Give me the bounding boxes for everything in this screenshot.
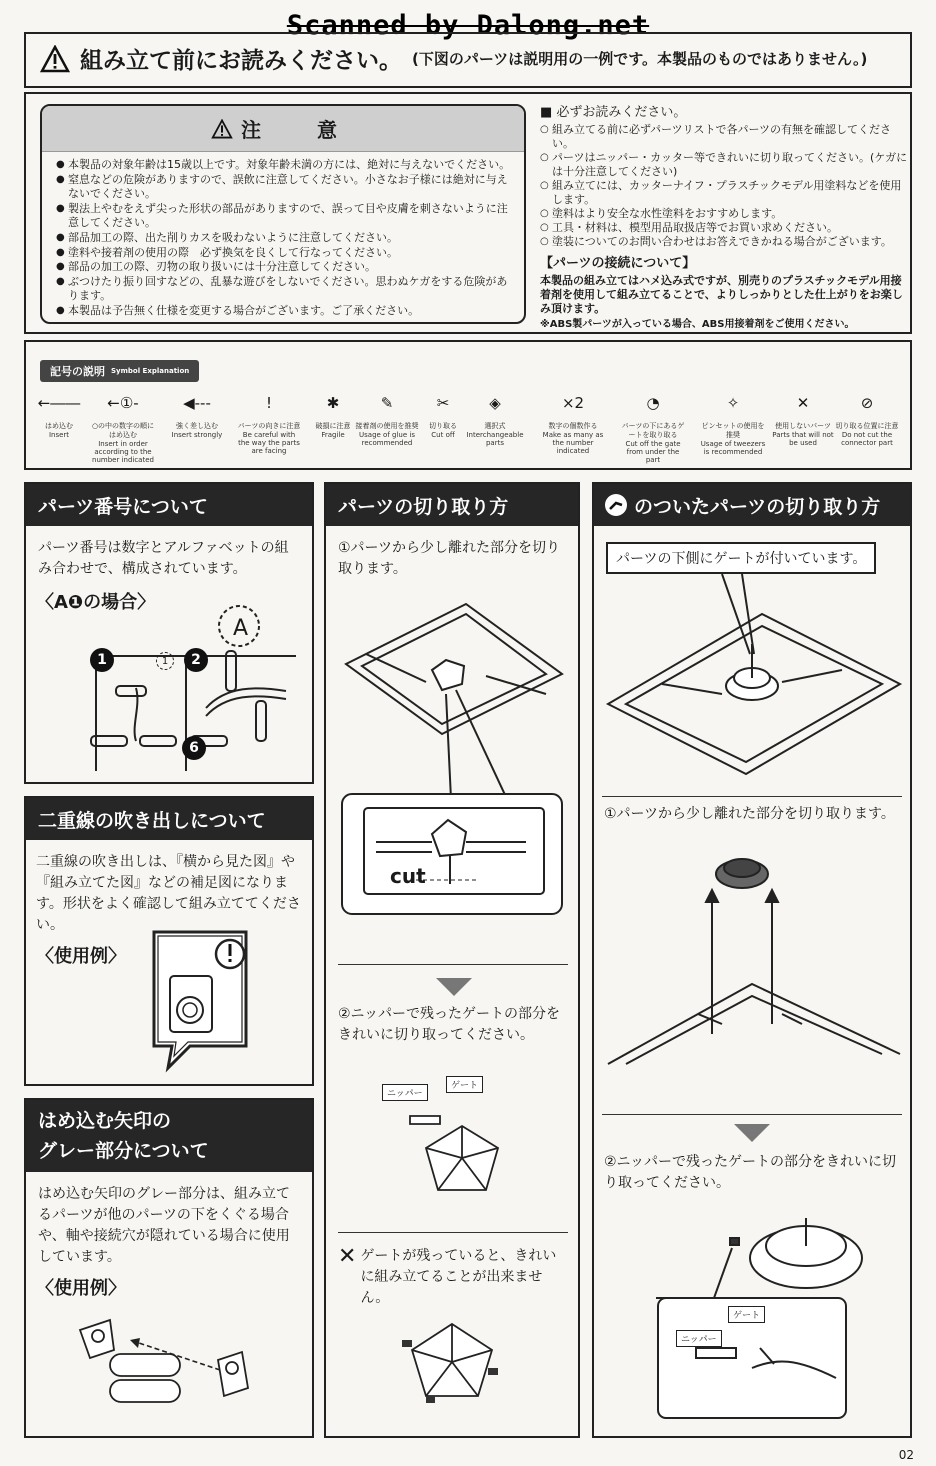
connect-title: 【パーツの接続について】	[540, 256, 696, 271]
part-letter: A	[233, 616, 249, 641]
under-gate-step-1: ①パーツから少し離れた部分を切り取ります。	[604, 806, 895, 822]
symbol-label-en: Insert in order according to the number indicated	[92, 440, 154, 464]
symbol-item	[236, 384, 302, 455]
caution-item: ● 窒息などの危険がありますので、誤飲に注意してください。小さなお子様には絶対に与えないでください。	[56, 173, 512, 202]
symbol-label-jp: 使用しないパーツ	[775, 422, 831, 430]
caution-item: ● 部品の加工の際、刃物の取り扱いには十分注意してください。	[56, 260, 512, 275]
must-read-title: ■ 必ずお読みください。	[540, 105, 687, 120]
parts-number-panel	[24, 482, 314, 784]
symbol-label-en: Insert	[48, 431, 70, 439]
page-title	[40, 42, 867, 75]
symbol-label-en: Do not cut the connector part	[841, 431, 893, 447]
symbol-label-en: Usage of tweezers is recommended	[700, 440, 766, 456]
pentagon-part-illustration	[402, 1096, 522, 1196]
divider	[602, 1114, 902, 1115]
panel-header	[594, 484, 910, 526]
page-number: 02	[898, 1448, 914, 1462]
bad-cut-illustration	[388, 1310, 518, 1410]
double-line-example: 〈使用例〉	[36, 946, 126, 967]
divider	[338, 964, 568, 965]
part-number-2: 2	[184, 648, 208, 672]
double-line-panel	[24, 796, 314, 1086]
cutting-step-2: ②ニッパーで残ったゲートの部分をきれいに切り取ってください。	[338, 1006, 560, 1043]
symbol-item	[620, 384, 686, 464]
symbol-label-jp: 数字の個数作る	[548, 422, 598, 430]
symbol-icon: ✂	[436, 394, 450, 412]
must-read-item: ○ 工具・材料は、模型用品取扱店等でお買い求めください。	[540, 221, 910, 235]
symbol-label-en: Fragile	[321, 431, 345, 439]
caution-header	[42, 106, 524, 152]
symbol-label-jp: はめ込む	[45, 422, 73, 430]
symbol-title-jp: 記号の説明	[50, 365, 105, 378]
symbol-icon: !	[265, 394, 272, 412]
under-gate-step-2: ②ニッパーで残ったゲートの部分をきれいに切り取ってください。	[604, 1154, 896, 1191]
watermark: Scanned by Dalong.net	[286, 10, 650, 41]
gate-label: ゲート	[446, 1076, 483, 1093]
symbol-label-en: Insert strongly	[171, 431, 223, 439]
symbol-item	[26, 384, 92, 439]
cutting-warning	[338, 1246, 570, 1309]
caution-title: 注 意	[241, 118, 355, 142]
symbol-label-en: Be careful with the way the parts are facing	[238, 431, 300, 455]
under-gate-panel	[592, 482, 912, 1438]
title-main: 組み立て前にお読みください。	[80, 48, 402, 74]
cutting-warning-text: ゲートが残っていると、きれいに組み立てることが出来ません。	[360, 1248, 557, 1306]
double-line-body: 二重線の吹き出しは、『横から見た図』や『組み立てた図』などの補足図になります。形状をよく確認して組み立ててください。	[36, 854, 301, 933]
caution-item: ● 部品加工の際、出た削りカスを吸わないように注意してください。	[56, 231, 512, 246]
symbol-label-jp: 接着剤の使用を推奨	[355, 422, 419, 430]
symbol-label-en: Parts that will not be used	[772, 431, 834, 447]
panel-header: 二重線の吹き出しについて	[26, 798, 312, 840]
caution-item: ● 本製品の対象年齢は15歳以上です。対象年齢未満の方には、絶対に与えないでください。	[56, 158, 512, 173]
symbol-icon: ◀---	[183, 394, 211, 412]
caution-item: ● 製法上やむをえず尖った形状の部品がありますので、誤って目や皮膚を刺さないように注意してください。	[56, 202, 512, 231]
warning-icon	[211, 119, 233, 139]
under-gate-cut-illustration	[602, 854, 906, 1094]
gate-label: ゲート	[728, 1306, 765, 1323]
symbol-label-jp: ○の中の数字の順にはめ込む	[91, 422, 155, 439]
gray-arrow-body: はめ込む矢印のグレー部分は、組み立てるパーツが他のパーツの下をくぐる場合や、軸や接続穴が隠れている場合に使用しています。	[38, 1186, 290, 1265]
must-read-item: ○ 組み立てる前に必ずパーツリストで各パーツの有無を確認してください。	[540, 123, 910, 151]
gray-arrow-title-1: はめ込む矢印の	[38, 1110, 172, 1132]
under-gate-runner-illustration	[602, 574, 906, 784]
panel-header: パーツの切り取り方	[326, 484, 578, 526]
nipper-label: ニッパー	[676, 1330, 722, 1347]
symbol-item	[834, 384, 900, 447]
symbol-label-jp: 強く差し込む	[176, 422, 218, 430]
symbol-label-jp: パーツの向きに注意	[237, 422, 301, 430]
symbol-icon: ◔	[646, 394, 660, 412]
symbol-label-jp: 切り取る	[429, 422, 457, 430]
under-gate-icon	[604, 493, 628, 517]
under-gate-title: のついたパーツの切り取り方	[634, 495, 881, 518]
symbol-label-en: Usage of glue is recommended	[359, 431, 415, 447]
symbol-item	[770, 384, 836, 447]
nipper-label: ニッパー	[382, 1084, 428, 1101]
must-read-panel	[540, 106, 910, 332]
symbol-icon: ✎	[380, 394, 394, 412]
cutting-runner-illustration	[336, 594, 572, 934]
symbol-label-jp: 破損に注意	[315, 422, 351, 430]
connect-note: ※ABS製パーツが入っている場合、ABS用接着剤をご使用ください。	[540, 319, 855, 330]
symbol-item	[90, 384, 156, 464]
under-gate-finish-illustration	[656, 1208, 908, 1428]
symbol-icon: ✕	[796, 394, 810, 412]
must-read-item: ○ 塗装についてのお問い合わせはお答えできかねる場合がございます。	[540, 235, 910, 249]
panel-header	[26, 1100, 312, 1172]
must-read-list	[540, 123, 910, 249]
panel-header: パーツ番号について	[26, 484, 312, 526]
parts-number-body: パーツ番号は数字とアルファベットの組み合わせで、構成されています。	[38, 540, 289, 577]
caution-item: ● 塗料や接着剤の使用の際 必ず換気を良くして行なってください。	[56, 246, 512, 261]
down-arrow-icon	[436, 978, 472, 996]
symbol-icon: ✱	[326, 394, 340, 412]
symbol-icon: ⊘	[860, 394, 874, 412]
symbol-label-en: Cut off the gate from under the part	[625, 440, 681, 464]
warning-icon	[40, 45, 70, 73]
symbol-label-en: Make as many as the number indicated	[542, 431, 604, 455]
symbol-icon: ◈	[489, 394, 501, 412]
cross-mark-icon: ✕	[338, 1244, 357, 1269]
down-arrow-icon	[734, 1124, 770, 1142]
symbol-icon: ←①-	[107, 394, 139, 412]
must-read-item: ○ 塗料はより安全な水性塗料をおすすめします。	[540, 207, 910, 221]
part-number-1: 1	[90, 648, 114, 672]
caution-panel	[40, 104, 526, 324]
symbol-item	[540, 384, 606, 455]
title-sub: (下図のパーツは説明用の一例です。本製品のものではありません。)	[412, 50, 868, 68]
divider	[338, 1232, 568, 1233]
symbol-label-en: Cut off	[431, 431, 455, 439]
symbol-label-jp: パーツの下にあるゲートを取り取る	[621, 422, 685, 439]
under-gate-note: パーツの下側にゲートが付いています。	[606, 542, 876, 574]
symbol-icon: ✧	[726, 394, 740, 412]
symbol-title-en: Symbol Explanation	[111, 367, 190, 375]
symbol-label-jp: ピンセットの使用を推奨	[701, 422, 765, 439]
symbol-item	[462, 384, 528, 447]
gray-arrow-title-2: グレー部分について	[38, 1140, 209, 1162]
parts-number-example: 〈A❶の場合〉	[36, 592, 156, 613]
cutting-panel	[324, 482, 580, 1438]
caution-item: ● ぶつけたり振り回すなどの、乱暴な遊びをしないでください。思わぬケガをする危険があります。	[56, 275, 512, 304]
callout-example-illustration	[150, 928, 260, 1074]
gray-arrow-panel	[24, 1098, 314, 1438]
symbol-item	[164, 384, 230, 439]
symbol-title	[40, 360, 199, 382]
part-number-1-small: 1	[156, 652, 174, 670]
symbol-item	[700, 384, 766, 456]
must-read-item: ○ パーツはニッパー・カッター等できれいに切り取ってください。(ケガには十分注意してください)	[540, 151, 910, 179]
part-number-6: 6	[182, 736, 206, 760]
connect-body: 本製品の組み立てはハメ込み式ですが、別売りのプラスチックモデル用接着剤を使用して組み立てることで、よりしっかりとした仕上がりをお楽しみ頂けます。	[540, 274, 903, 315]
insert-example-illustration	[70, 1310, 270, 1420]
cutting-step-1: ①パーツから少し離れた部分を切り取ります。	[338, 540, 560, 577]
symbol-icon: ×2	[561, 394, 585, 412]
symbol-icon: ←――	[37, 394, 81, 412]
cut-label: cut	[390, 864, 426, 888]
symbol-label-en: Interchangeable parts	[466, 431, 524, 447]
must-read-item: ○ 組み立てには、カッターナイフ・プラスチックモデル用塗料などを使用します。	[540, 179, 910, 207]
caution-item: ● 本製品は予告無く仕様を変更する場合がございます。ご了承ください。	[56, 304, 512, 319]
symbol-label-jp: 切り取る位置に注意	[835, 422, 899, 430]
gray-arrow-example: 〈使用例〉	[36, 1278, 126, 1299]
caution-list	[42, 152, 524, 319]
symbol-label-jp: 選択式	[484, 422, 506, 430]
divider	[602, 796, 902, 797]
